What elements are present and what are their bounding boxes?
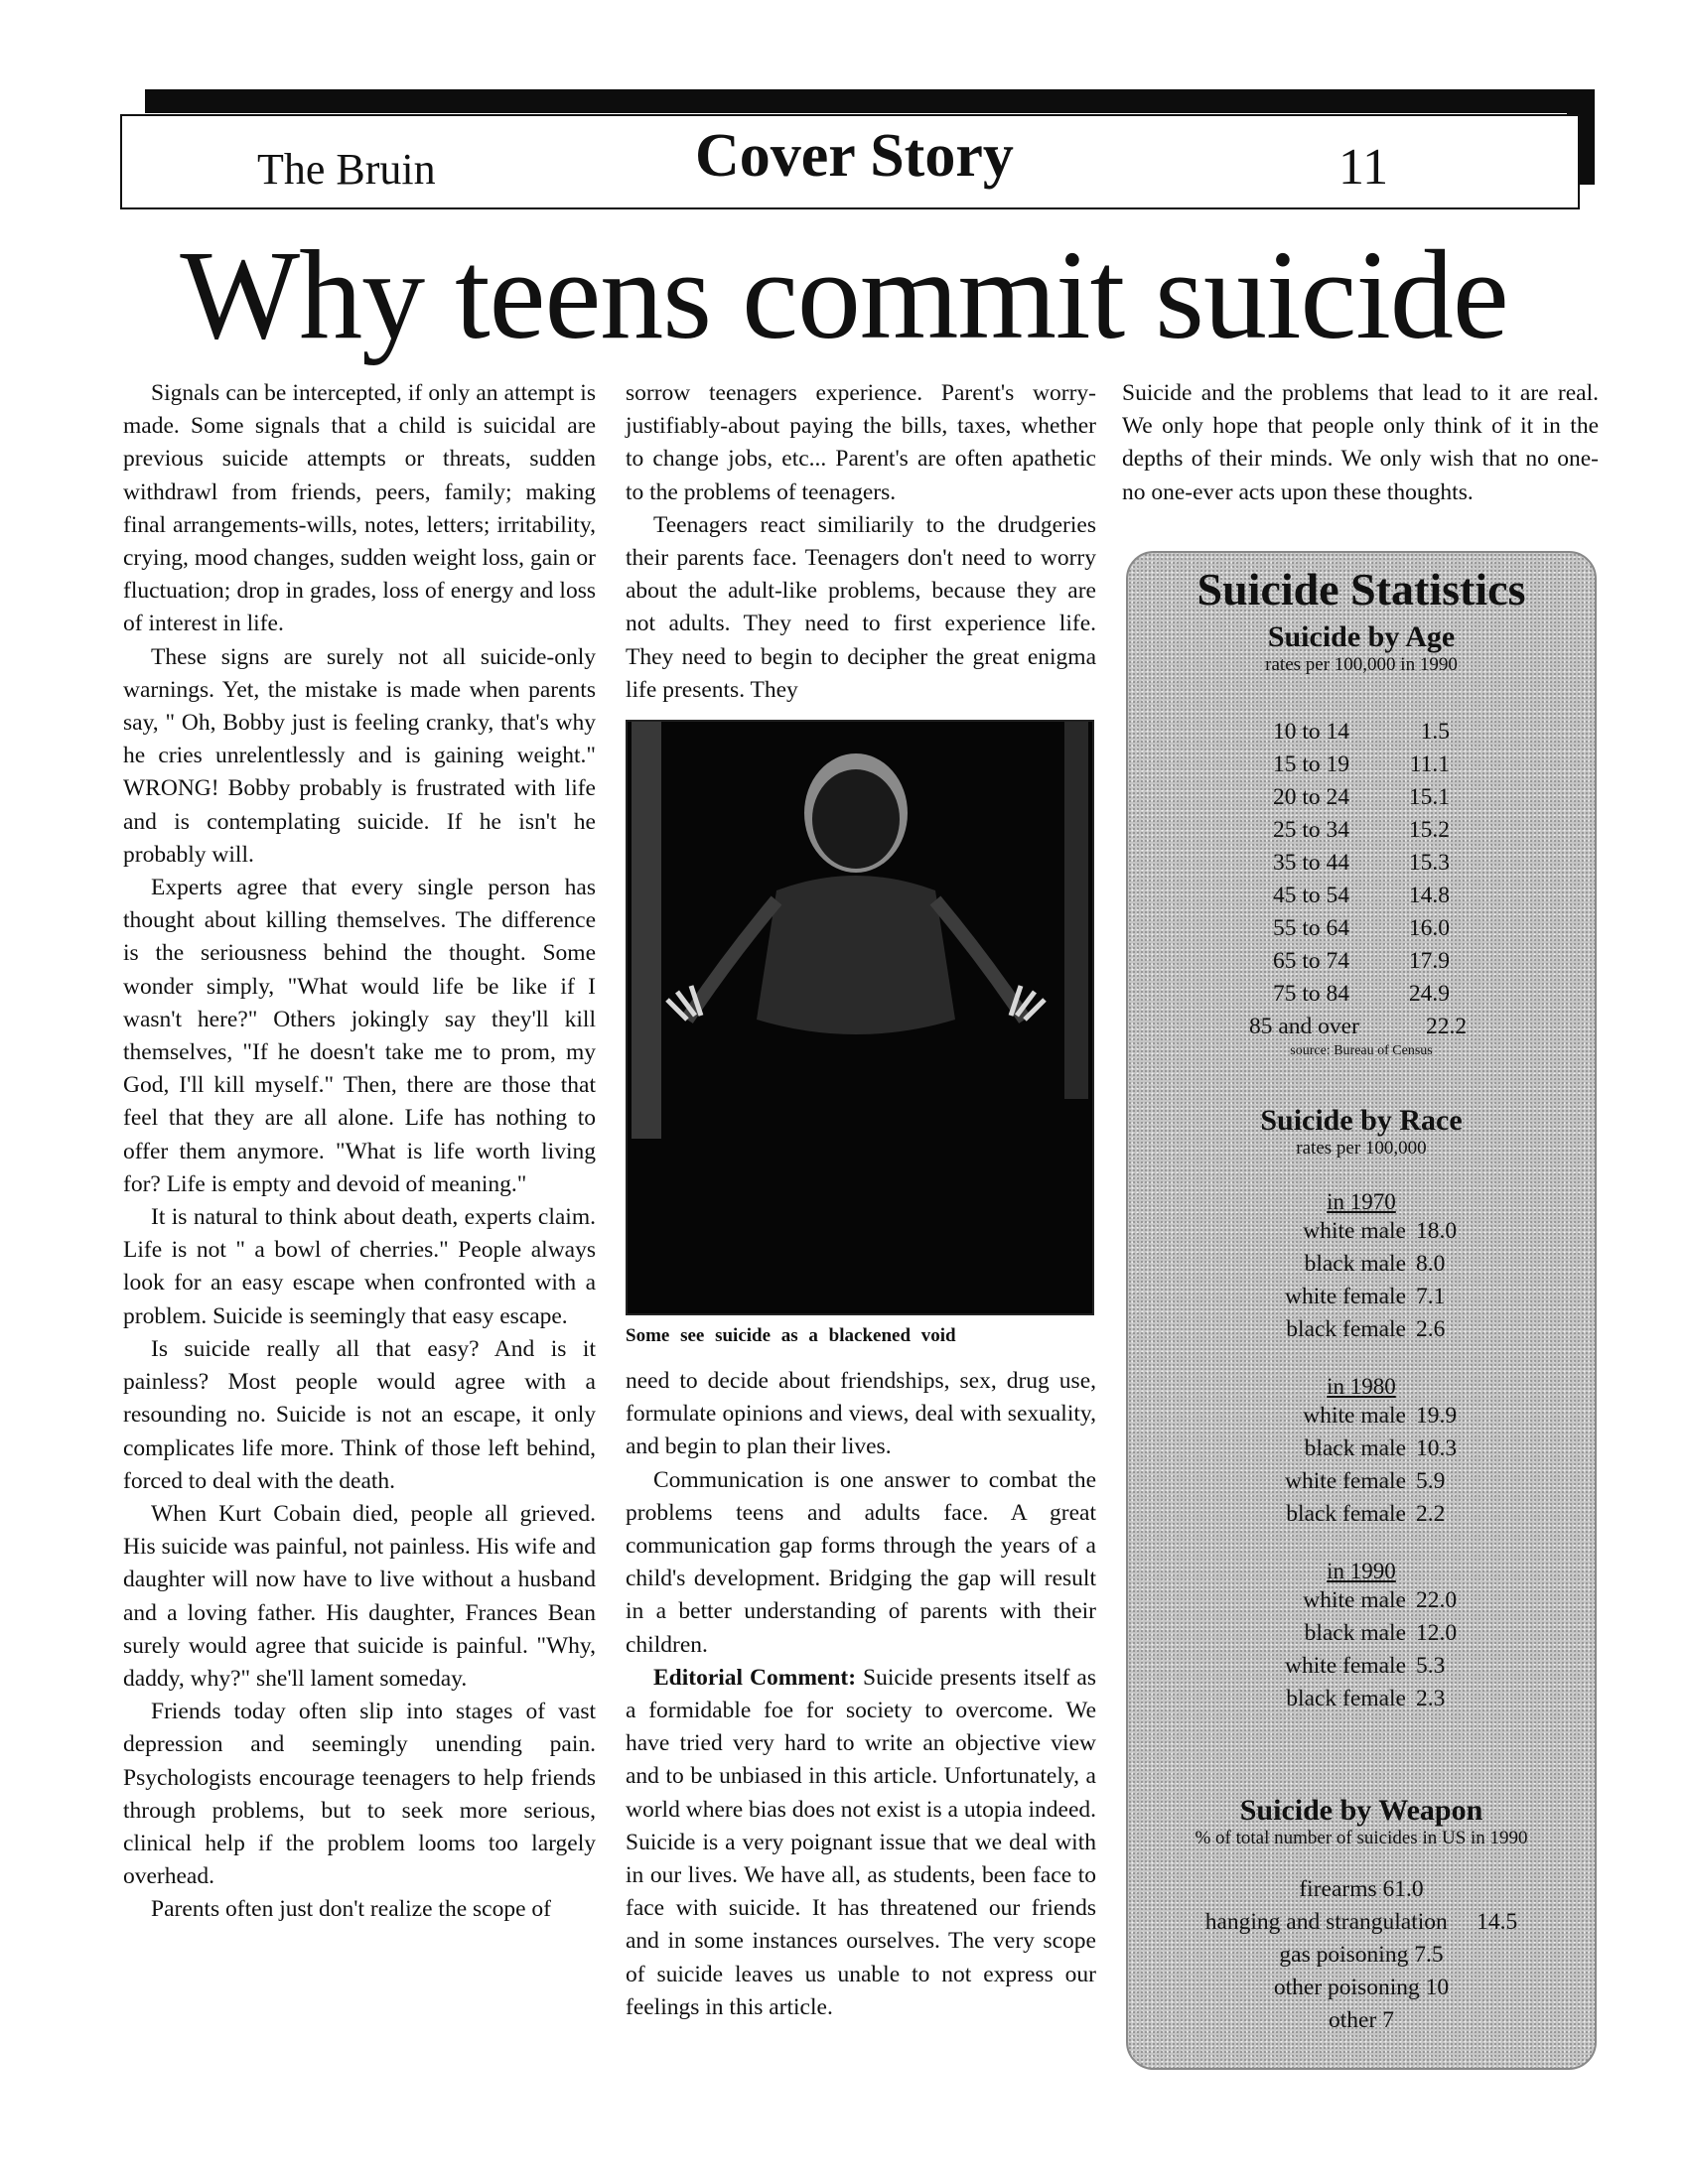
editorial-label: Editorial Comment: [653, 1664, 857, 1691]
stats-year-1970: in 1970 [1327, 1189, 1396, 1214]
paragraph: Signals can be intercepted, if only an attempt is made. Some signals that a child is suicidal are previous suicide attempts or threats, sudden withdrawl from friends, peers, family; making final arrangements-wills, notes, letters; irritability, crying, mood changes, sudden weight loss, gain or fluctuation; drop in grades, loss of energy and loss of interest in life. [123, 380, 596, 637]
stats-by-weapon [1128, 1794, 1595, 2037]
table-row: black male 8.0 [1304, 1251, 1446, 1277]
table-row: white female 5.9 [1284, 1468, 1446, 1494]
table-row: 15 to 19 11.1 [1273, 751, 1450, 777]
article-column-1 [123, 377, 596, 1927]
stats-race-note: rates per 100,000 [1296, 1138, 1427, 1159]
paragraph: Teenagers react similiarily to the drudgeries their parents face. Teenagers don't need to worry about the adult-like problems, because they are not adults. They need to first experience life. They need to begin to decipher the great enigma life presents. They [626, 511, 1096, 703]
stats-by-age [1128, 620, 1595, 1059]
page-header [120, 114, 1580, 209]
table-row: hanging and strangulation 14.5 [1204, 1909, 1518, 1935]
table-row: 65 to 74 17.9 [1273, 948, 1450, 974]
paragraph: sorrow teenagers experience. Parent's worry-justifiably-about paying the bills, taxes, whether to change jobs, etc... Parent's are often apathetic to the problems of teenagers. [626, 380, 1096, 505]
stats-age-heading: Suicide by Age [1267, 620, 1456, 653]
paragraph: These signs are surely not all suicide-only warnings. Yet, the mistake is made when parents say, " Oh, Bobby just is feeling cranky, that's why he cries unrelentlessly and is gaining weight." WRONG! Bobby probably is frustrated with life and is contemplating suicide. If he isn't he probably will. [123, 643, 596, 868]
table-row: firearms 61.0 [1299, 1876, 1424, 1902]
table-row: black male 12.0 [1304, 1620, 1458, 1646]
stats-race-heading: Suicide by Race [1260, 1104, 1463, 1137]
stats-by-race [1128, 1104, 1595, 1715]
silhouette-photo [626, 720, 1094, 1315]
paragraph: need to decide about friendships, sex, drug use, formulate opinions and views, deal with sexuality, and begin to plan their lives. [626, 1368, 1096, 1460]
table-row: white male 19.9 [1303, 1403, 1458, 1429]
editorial-comment [626, 1662, 1096, 2024]
table-row: 75 to 84 24.9 [1273, 981, 1450, 1007]
table-row: gas poisoning 7.5 [1279, 1942, 1444, 1968]
table-row: other 7 [1329, 2007, 1394, 2033]
photo-caption: Some see suicide as a blackened void [626, 1325, 956, 1346]
table-row: white male 18.0 [1303, 1218, 1458, 1244]
table-row: white male 22.0 [1303, 1587, 1458, 1613]
table-row: other poisoning 10 [1273, 1975, 1450, 2000]
paragraph: Suicide and the problems that lead to it are real. We only hope that people only think of it in the depths of their minds. We only wish that no one-no one-ever acts upon these thoughts. [1122, 380, 1599, 505]
stats-weapon-heading: Suicide by Weapon [1239, 1794, 1483, 1827]
table-row: 55 to 64 16.0 [1273, 915, 1450, 941]
table-row: 35 to 44 15.3 [1273, 850, 1450, 876]
headline: Why teens commit suicide [180, 224, 1508, 365]
paragraph: Communication is one answer to combat the problems teens and adults face. A great communication gap forms through the years of a child's development. Bridging the gap will result in a better understanding of parents with their children. [626, 1466, 1096, 1658]
table-row: 20 to 24 15.1 [1273, 784, 1450, 810]
stats-year-1980: in 1980 [1327, 1374, 1396, 1399]
table-row: 10 to 14 1.5 [1273, 719, 1450, 745]
table-row: white female 7.1 [1284, 1284, 1446, 1309]
table-row: 45 to 54 14.8 [1273, 883, 1450, 908]
table-row: black female 2.3 [1286, 1686, 1446, 1711]
paper-name: The Bruin [257, 145, 436, 194]
paragraph: Friends today often slip into stages of vast depression and seemingly unending pain. Psychologists encourage teenagers to help friends through problems, but to seek more serious, clinical help if the problem looms too largely overhead. [123, 1699, 596, 1890]
page-number: 11 [1338, 139, 1389, 196]
table-row: black female 2.6 [1286, 1316, 1446, 1342]
stats-year-1990: in 1990 [1327, 1559, 1396, 1583]
paragraph: When Kurt Cobain died, people all grieved. His suicide was painful, not painless. His wife and daughter will now have to live without a husband and a loving father. His daughter, Frances Bean surely would agree that suicide is painful. "Why, daddy, why?" she'll lament someday. [123, 1500, 596, 1692]
stats-title: Suicide Statistics [1196, 564, 1526, 614]
stats-weapon-note: % of total number of suicides in US in 1990 [1195, 1828, 1528, 1848]
paragraph: Experts agree that every single person has thought about killing themselves. The difference is the seriousness behind the thought. Some wonder simply, "What would life be like if I wasn't here?" Others jokingly say they'll kill themselves, "If he doesn't take me to prom, my God, I'll kill myself." Then, there are those that feel that they are all alone. Life has nothing to offer them anymore. "What is life worth living for? Life is empty and devoid of meaning." [123, 875, 596, 1197]
suicide-statistics-box [1126, 551, 1597, 2070]
article-column-2-bottom [626, 1365, 1096, 2024]
paragraph: Is suicide really all that easy? And is it painless? Most people would agree with a resounding no. Suicide is not an escape, it only complicates life more. Think of those left behind, forced to deal with the death. [123, 1335, 596, 1494]
paragraph: Parents often just don't realize the scope of [151, 1896, 551, 1923]
stats-age-source: source: Bureau of Census [1290, 1043, 1433, 1058]
stats-age-note: rates per 100,000 in 1990 [1265, 654, 1458, 675]
table-row: black female 2.2 [1286, 1501, 1446, 1527]
paragraph: It is natural to think about death, experts claim. Life is not " a bowl of cherries." People always look for an easy escape when confronted with a problem. Suicide is seemingly that easy escape. [123, 1204, 596, 1329]
article-column-3 [1122, 377, 1599, 509]
table-row: white female 5.3 [1284, 1653, 1446, 1679]
table-row: 25 to 34 15.2 [1273, 817, 1450, 843]
section-name: Cover Story [695, 122, 1014, 190]
photo-figure [626, 720, 1096, 1323]
table-row: 85 and over 22.2 [1249, 1014, 1468, 1039]
header-top-rule [145, 89, 1595, 113]
editorial-text: Suicide presents itself as a formidable foe for society to overcome. We have tried very hard to write an objective view and to be unbiased in this article. Unfortunately, a world where bias does not exist is a utopia indeed. Suicide is a very poignant issue that we deal with in our lives. We have all, as students, been face to face with suicide. It has threatened our friends and in some instances ourselves. The very scope of suicide leaves us unable to not express our feelings in this article. [626, 1664, 1096, 2020]
article-column-2-top [626, 377, 1096, 707]
table-row: black male 10.3 [1304, 1435, 1458, 1461]
